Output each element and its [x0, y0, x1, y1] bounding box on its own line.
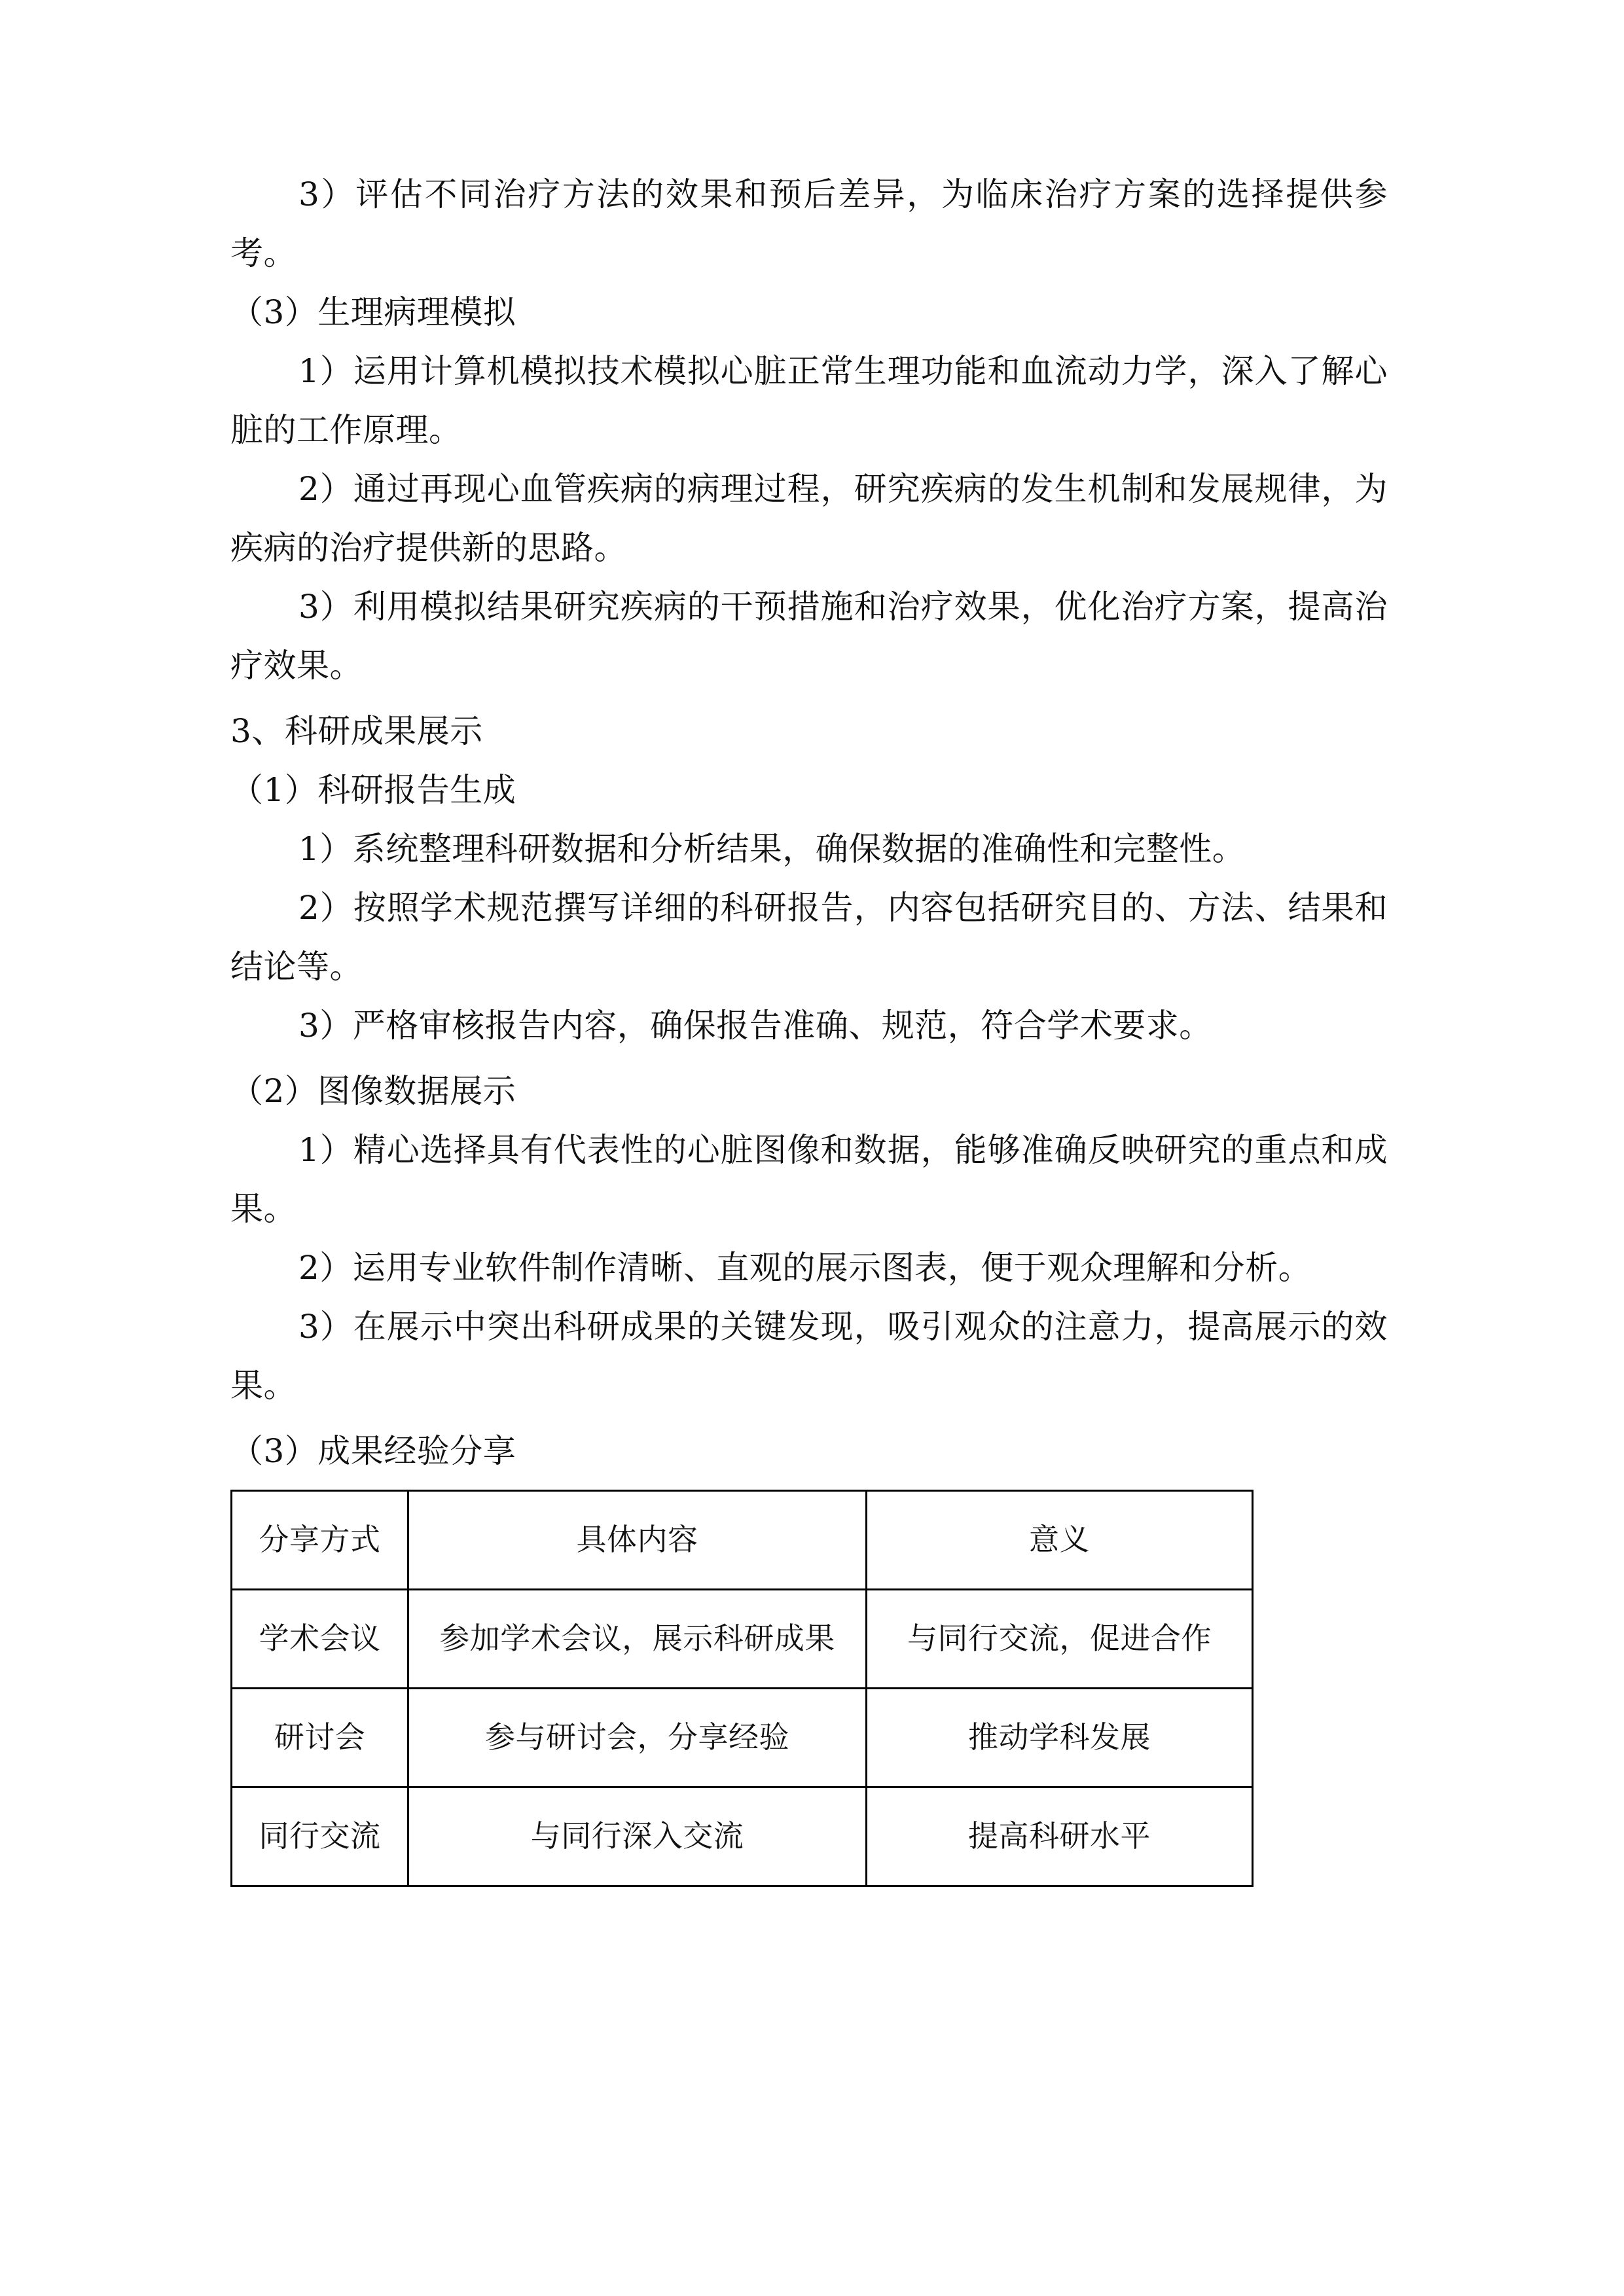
- table-row: [232, 1590, 1253, 1689]
- heading-2-image-data-display: （2）图像数据展示: [230, 1072, 516, 1110]
- table-row: [232, 1787, 1253, 1886]
- para-computer-simulation-heart-function: 1）运用计算机模拟技术模拟心脏正常生理功能和血流动力学，深入了解心脏的工作原理。: [230, 352, 1388, 449]
- block-spacer: [230, 695, 1388, 702]
- document-body: [230, 165, 1388, 1887]
- table-cell-content: 参与研讨会，分享经验: [408, 1689, 867, 1787]
- para-highlight-key-findings: 3）在展示中突出科研成果的关键发现，吸引观众的注意力，提高展示的效果。: [230, 1308, 1388, 1405]
- para-strict-review-report: 3）严格审核报告内容，确保报告准确、规范，符合学术要求。: [298, 1007, 1212, 1045]
- block-spacer: [230, 1415, 1388, 1422]
- table-header-row: [232, 1491, 1253, 1590]
- para-professional-software-charts: 2）运用专业软件制作清晰、直观的展示图表，便于观众理解和分析。: [298, 1249, 1312, 1287]
- table-header-cell: 分享方式: [232, 1491, 408, 1590]
- para-write-detailed-report: 2）按照学术规范撰写详细的科研报告，内容包括研究目的、方法、结果和结论等。: [230, 889, 1388, 986]
- table-cell-significance: 推动学科发展: [867, 1689, 1253, 1787]
- table-cell-content: 与同行深入交流: [408, 1787, 867, 1886]
- para-evaluate-treatment-effects: 3）评估不同治疗方法的效果和预后差异，为临床治疗方案的选择提供参考。: [230, 175, 1388, 272]
- table-cell-significance: 与同行交流，促进合作: [867, 1590, 1253, 1689]
- heading-3-research-achievement-display: 3、科研成果展示: [230, 712, 483, 750]
- table-cell-method: 学术会议: [232, 1590, 408, 1689]
- table-cell-method: 研讨会: [232, 1689, 408, 1787]
- block-spacer: [230, 1055, 1388, 1062]
- para-simulation-results-intervention: 3）利用模拟结果研究疾病的干预措施和治疗效果，优化治疗方案，提高治疗效果。: [230, 588, 1388, 685]
- para-reproduce-cardiovascular-pathology: 2）通过再现心血管疾病的病理过程，研究疾病的发生机制和发展规律，为疾病的治疗提供新的思路。: [230, 470, 1388, 567]
- table-cell-significance: 提高科研水平: [867, 1787, 1253, 1886]
- table-row: [232, 1689, 1253, 1787]
- achievement-sharing-table: [230, 1490, 1254, 1887]
- para-select-representative-images: 1）精心选择具有代表性的心脏图像和数据，能够准确反映研究的重点和成果。: [230, 1131, 1388, 1228]
- table-header-cell: 具体内容: [408, 1491, 867, 1590]
- table-header-cell: 意义: [867, 1491, 1253, 1590]
- table-cell-method: 同行交流: [232, 1787, 408, 1886]
- achievement-sharing-table-wrapper: [230, 1490, 1252, 1887]
- heading-3-achievement-experience-sharing: （3）成果经验分享: [230, 1432, 516, 1470]
- table-cell-content: 参加学术会议，展示科研成果: [408, 1590, 867, 1689]
- heading-3-physio-pathological-simulation: （3）生理病理模拟: [230, 293, 516, 331]
- heading-1-research-report-generation: （1）科研报告生成: [230, 771, 516, 809]
- para-organize-research-data: 1）系统整理科研数据和分析结果，确保数据的准确性和完整性。: [298, 830, 1246, 868]
